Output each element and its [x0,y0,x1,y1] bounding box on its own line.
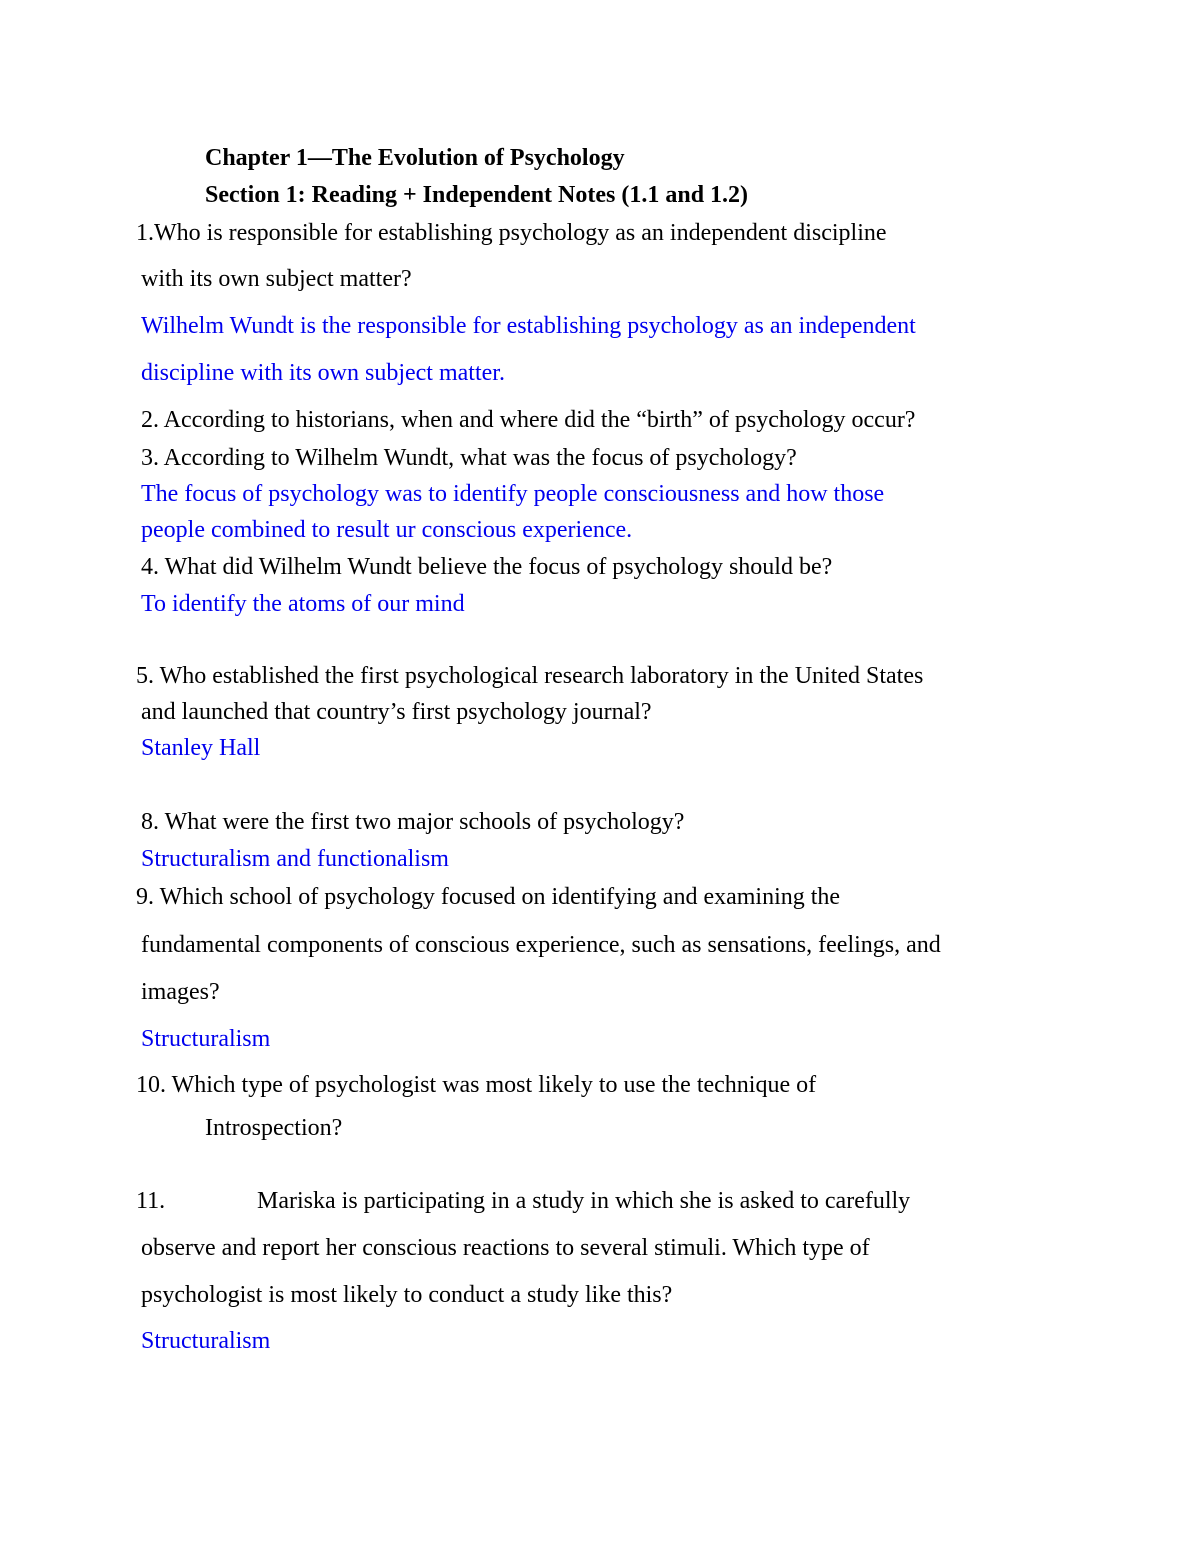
question-11-line-2: observe and report her conscious reactions to several stimuli. Which type of [141,1235,870,1261]
answer-5: Stanley Hall [141,735,261,761]
question-9-line-3: images? [141,979,220,1005]
answer-1-line-2: discipline with its own subject matter. [141,360,505,386]
question-4: 4. What did Wilhelm Wundt believe the focus of psychology should be? [141,554,833,580]
question-9-line-2: fundamental components of conscious experience, such as sensations, feelings, and [141,932,941,958]
question-8: 8. What were the first two major schools of psychology? [141,809,685,835]
answer-11: Structuralism [141,1328,271,1354]
question-3: 3. According to Wilhelm Wundt, what was the focus of psychology? [141,445,797,471]
question-10-line-1: 10. Which type of psychologist was most likely to use the technique of [136,1072,817,1098]
question-11-number: 11. [136,1188,166,1214]
question-2: 2. According to historians, when and where did the “birth” of psychology occur? [141,407,916,433]
answer-3-line-1: The focus of psychology was to identify people consciousness and how those [141,481,885,507]
question-9-line-1: 9. Which school of psychology focused on identifying and examining the [136,884,841,910]
question-11-line-3: psychologist is most likely to conduct a study like this? [141,1282,673,1308]
question-1-line-1: 1.Who is responsible for establishing psychology as an independent discipline [136,220,887,246]
question-1-line-2: with its own subject matter? [141,266,412,292]
question-5-line-1: 5. Who established the first psychological research laboratory in the United States [136,663,924,689]
answer-1-line-1: Wilhelm Wundt is the responsible for establishing psychology as an independent [141,313,916,339]
question-10-line-2: Introspection? [205,1115,343,1141]
question-11-line-1: Mariska is participating in a study in which she is asked to carefully [257,1188,911,1214]
question-5-line-2: and launched that country’s first psychology journal? [141,699,652,725]
answer-4: To identify the atoms of our mind [141,591,465,617]
answer-3-line-2: people combined to result ur conscious experience. [141,517,633,543]
answer-9: Structuralism [141,1026,271,1052]
section-title: Section 1: Reading + Independent Notes (1.1 and 1.2) [205,182,749,208]
answer-8: Structuralism and functionalism [141,846,449,872]
chapter-title: Chapter 1—The Evolution of Psychology [205,145,625,171]
